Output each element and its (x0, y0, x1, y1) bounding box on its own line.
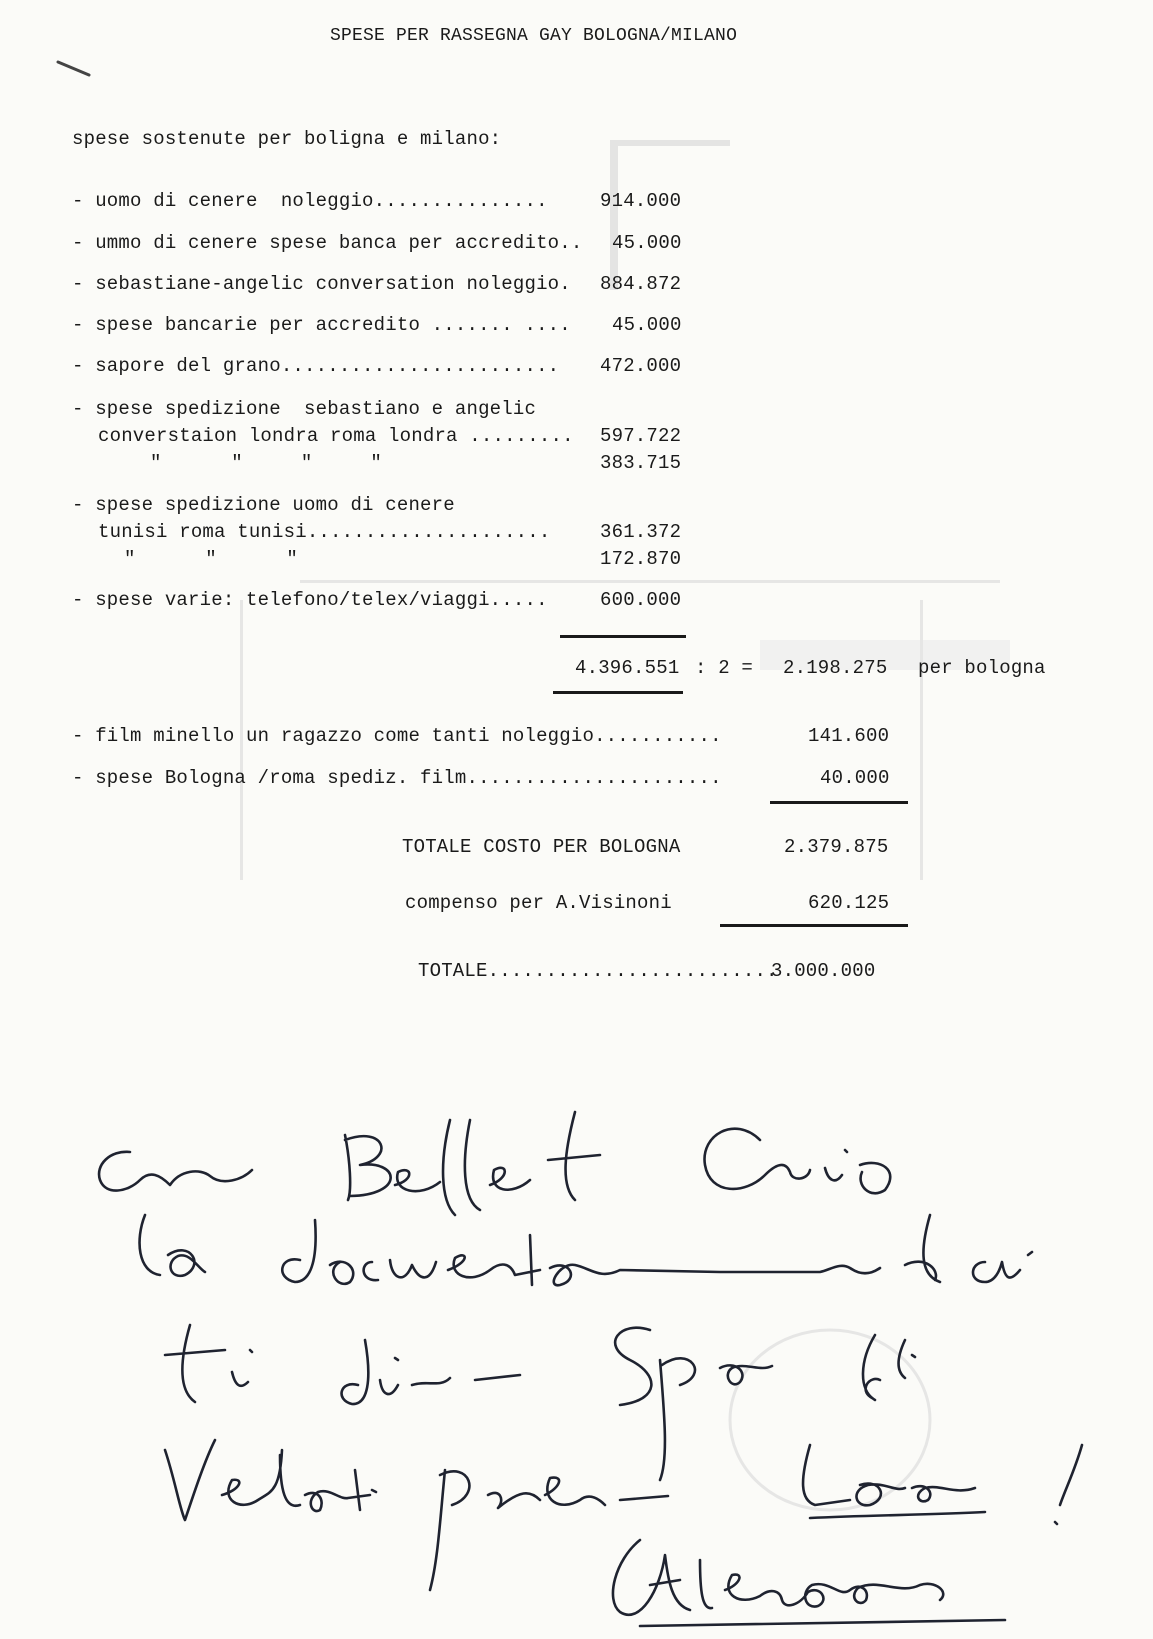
intro-text: spese sostenute per boligna e milano: (72, 128, 502, 150)
shipping-amount: 597.722 (600, 425, 682, 447)
fee-label: compenso per A.Visinoni (405, 892, 672, 914)
ditto-marks: " " " " (150, 452, 383, 474)
total-amount: 3.000.000 (771, 960, 876, 982)
total-label: TOTALE......................... (418, 960, 778, 982)
film-item-amount: 141.600 (808, 725, 890, 747)
shipping-label: - spese spedizione sebastiano e angelic (72, 398, 537, 420)
film-item-label: - spese Bologna /roma spediz. film...................... (72, 767, 722, 789)
shipping-route: tunisi roma tunisi..................... (98, 521, 551, 543)
film-item-label: - film minello un ragazzo come tanti noleggio........... (72, 725, 722, 747)
item-amount: 884.872 (600, 273, 682, 295)
item-label: - uomo di cenere noleggio............... (72, 190, 548, 212)
item-amount: 472.000 (600, 355, 682, 377)
item-label: - sebastiane-angelic conversation noleggio. (72, 273, 571, 295)
item-amount: 45.000 (612, 232, 682, 254)
subtotal-amount: 4.396.551 (575, 657, 680, 679)
item-amount: 45.000 (612, 314, 682, 336)
shipping-label: - spese spedizione uomo di cenere (72, 494, 455, 516)
item-label: - sapore del grano........................ (72, 355, 560, 377)
item-label: - ummo di cenere spese banca per accredito.. (72, 232, 583, 254)
ditto-marks: " " " (124, 548, 299, 570)
document-title: SPESE PER RASSEGNA GAY BOLOGNA/MILANO (330, 26, 738, 46)
shipping-amount: 172.870 (600, 548, 682, 570)
total-cost-label: TOTALE COSTO PER BOLOGNA (402, 836, 681, 858)
subtotal-half: 2.198.275 (783, 657, 888, 679)
item-amount: 914.000 (600, 190, 682, 212)
total-cost-amount: 2.379.875 (784, 836, 889, 858)
subtotal-divide: : 2 = (695, 657, 754, 679)
misc-amount: 600.000 (600, 589, 682, 611)
shipping-route: converstaion londra roma londra ......... (98, 425, 574, 447)
misc-label: - spese varie: telefono/telex/viaggi..... (72, 589, 548, 611)
shipping-amount: 383.715 (600, 452, 682, 474)
shipping-amount: 361.372 (600, 521, 682, 543)
item-label: - spese bancarie per accredito ....... .... (72, 314, 571, 336)
fee-amount: 620.125 (808, 892, 890, 914)
subtotal-note: per bologna (918, 657, 1046, 679)
film-item-amount: 40.000 (820, 767, 890, 789)
